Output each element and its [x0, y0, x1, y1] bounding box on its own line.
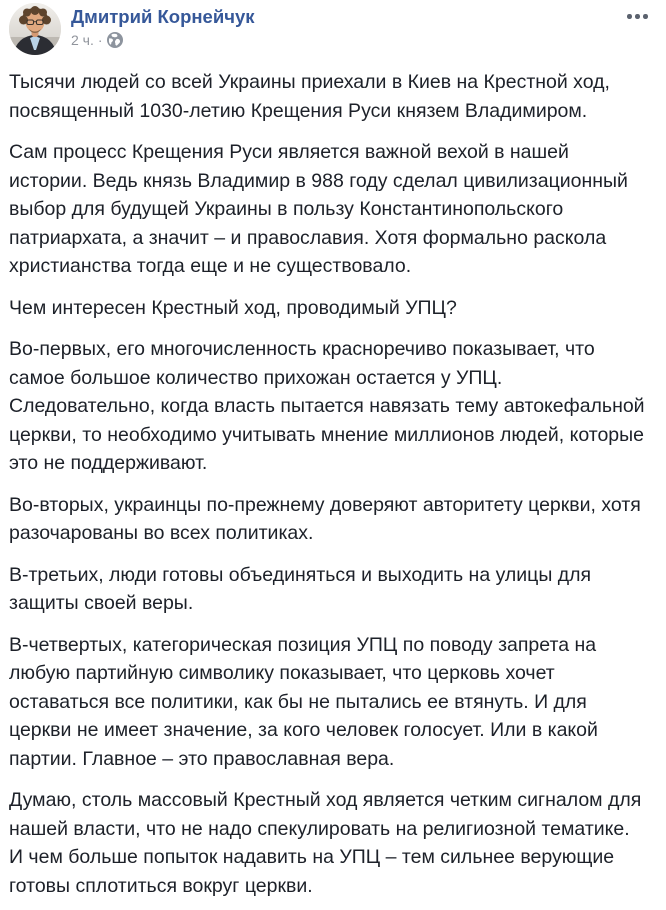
- post-paragraph: Чем интересен Крестный ход, проводимый УПЦ?: [9, 296, 457, 319]
- post-meta: [71, 32, 255, 48]
- meta-separator: ·: [97, 32, 103, 49]
- header-info: [71, 3, 255, 48]
- post-paragraph: Во-вторых, украинцы по-прежнему доверяют авторитету церкви, хотя разочарованы во всех политиках.: [9, 493, 641, 544]
- post-paragraph: Во-первых, его многочисленность красноречиво показывает, что самое большое количество прихожан остается у УПЦ. Следовательно, когда власть пытается навязать тему автокефальной церкви, то необходимо учитывать мнение миллионов людей, которые это не поддерживают.: [9, 338, 645, 474]
- post-paragraph: Думаю, столь массовый Крестный ход является четким сигналом для нашей власти, что не надо спекулировать на религиозной тематике. И чем больше попыток надавить на УПЦ – тем сильнее верующие готовы сплотиться вокруг церкви.: [9, 789, 642, 897]
- post-paragraph: В-третьих, люди готовы объединяться и выходить на улицы для защиты своей веры.: [9, 563, 592, 614]
- post-paragraph: Сам процесс Крещения Руси является важной вехой в нашей истории. Ведь князь Владимир в 988 году сделал цивилизационный выбор для будущей Украины в пользу Константинопольского патриархата, а значит – и православия. Хотя формально раскола христианства тогда еще и не существовало.: [9, 141, 628, 277]
- post-paragraph: Тысячи людей со всей Украины приехали в Киев на Крестной ход, посвященный 1030-летию Крещения Руси князем Владимиром.: [9, 71, 610, 122]
- timestamp[interactable]: 2 ч.: [71, 32, 94, 49]
- globe-public-icon: [107, 32, 123, 48]
- post-header: [0, 0, 666, 55]
- avatar-photo-icon: [9, 3, 61, 55]
- ellipsis-dot: [643, 14, 648, 19]
- post-body: [0, 55, 666, 910]
- author-name-link[interactable]: Дмитрий Корнейчук: [71, 6, 255, 27]
- post-paragraph: В-четвертых, категорическая позиция УПЦ по поводу запрета на любую партийную символику показывает, что церковь хочет оставаться все политики, как бы не пытались ее втянуть. И для церкви не имеет значение, за кого человек голосует. Или в какой партии. Главное – это православная вера.: [9, 633, 598, 770]
- avatar[interactable]: [9, 3, 61, 55]
- ellipsis-dot: [635, 14, 640, 19]
- post-options-button[interactable]: [625, 10, 650, 23]
- ellipsis-dot: [627, 14, 632, 19]
